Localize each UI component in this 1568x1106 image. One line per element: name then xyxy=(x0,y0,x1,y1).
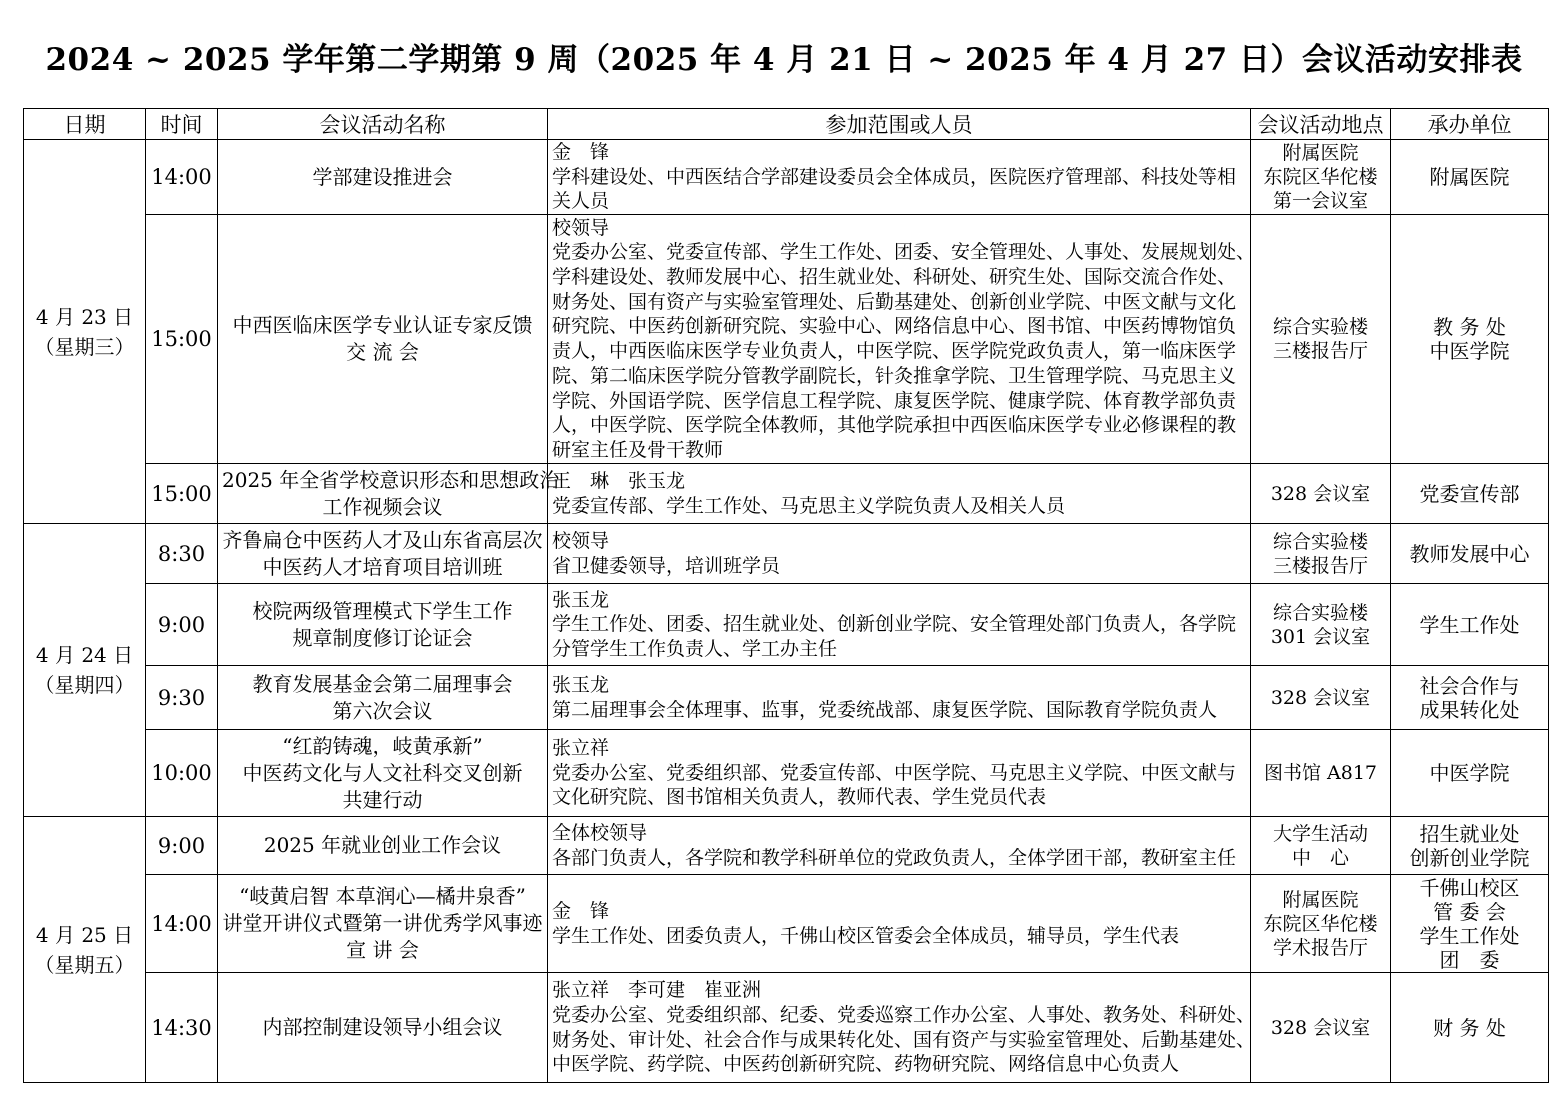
location-line: 第一会议室 xyxy=(1272,190,1368,213)
event-name-line: 中医药文化与人文社科交叉创新 xyxy=(242,760,523,785)
location-cell xyxy=(1251,140,1391,215)
location-line: 学术报告厅 xyxy=(1272,936,1368,959)
event-name-cell xyxy=(218,817,548,875)
event-row xyxy=(24,140,1549,215)
host-unit-line: 学生工作处 xyxy=(1419,612,1520,637)
time-cell: 15:00 xyxy=(146,215,218,464)
participants-line: 院、第二临床医学院分管教学副院长，针灸推拿学院、卫生管理学院、马克思主义 xyxy=(552,364,1237,387)
weekday-label: （星期三） xyxy=(34,334,135,359)
participants-line: 学生工作处、团委负责人，千佛山校区管委会全体成员，辅导员，学生代表 xyxy=(552,924,1180,947)
host-unit-cell xyxy=(1391,730,1549,817)
host-unit-line: 财 务 处 xyxy=(1433,1015,1506,1040)
host-unit-line: 团 委 xyxy=(1439,947,1500,972)
date-cell xyxy=(24,140,146,524)
event-row xyxy=(24,973,1549,1083)
location-cell xyxy=(1251,730,1391,817)
event-row xyxy=(24,584,1549,666)
event-name-cell xyxy=(218,524,548,584)
participants-line: 学科建设处、教师发展中心、招生就业处、科研处、研究生处、国际交流合作处、 xyxy=(552,266,1237,288)
event-name-line: “红韵铸魂，岐黄承新” xyxy=(282,733,483,758)
header-time: 时间 xyxy=(146,109,218,140)
event-row xyxy=(24,215,1549,464)
time-cell: 14:00 xyxy=(146,140,218,215)
event-name-cell xyxy=(218,875,548,973)
host-unit-cell xyxy=(1391,140,1549,215)
location-line: 东院区华佗楼 xyxy=(1263,166,1378,189)
location-line: 中 心 xyxy=(1291,846,1349,869)
participants-line: 学院、外国语学院、医学信息工程学院、康复医学院、健康学院、体育教学部负责 xyxy=(552,389,1237,412)
participants-line: 中医学院、药学院、中医药创新研究院、药物研究院、网络信息中心负责人 xyxy=(552,1053,1180,1076)
event-name-cell xyxy=(218,730,548,817)
header-row xyxy=(24,109,1549,140)
location-cell xyxy=(1251,666,1391,730)
participants-line: 党委办公室、党委组织部、党委宣传部、中医学院、马克思主义学院、中医文献与 xyxy=(552,761,1237,784)
event-name-line: 教育发展基金会第二届理事会 xyxy=(252,671,513,696)
participants-line: 校领导 xyxy=(552,216,610,239)
participants-cell xyxy=(548,973,1256,1083)
page-title: 2024 ~ 2025 学年第二学期第 9 周（2025 年 4 月 21 日 ~ 2025 年 4 月 27 日）会议活动安排表 xyxy=(45,42,1523,78)
participants-cell xyxy=(548,730,1251,817)
participants-cell xyxy=(548,666,1251,730)
host-unit-cell xyxy=(1391,215,1549,464)
event-row xyxy=(24,524,1549,584)
participants-line: 财务处、国有资产与实验室管理处、后勤基建处、创新创业学院、中医文献与文化 xyxy=(552,290,1237,313)
event-name-line: 学部建设推进会 xyxy=(312,164,453,189)
location-line: 三楼报告厅 xyxy=(1272,554,1368,577)
host-unit-cell xyxy=(1391,666,1549,730)
event-name-line: 中西医临床医学专业认证专家反馈 xyxy=(232,313,533,338)
location-cell xyxy=(1251,464,1391,524)
participants-line: 关人员 xyxy=(552,190,610,213)
host-unit-cell xyxy=(1391,973,1549,1083)
participants-cell xyxy=(548,464,1251,524)
participants-cell xyxy=(548,140,1251,215)
host-unit-line: 附属医院 xyxy=(1429,165,1510,190)
location-line: 综合实验楼 xyxy=(1272,316,1368,339)
time-cell: 8:30 xyxy=(146,524,218,584)
location-line: 东院区华佗楼 xyxy=(1263,912,1378,935)
participants-line: 研究院、中医药创新研究院、实验中心、网络信息中心、图书馆、中医药博物馆负 xyxy=(552,315,1237,338)
participants-line: 责人，中西医临床医学专业负责人，中医学院、医学院党政负责人，第一临床医学 xyxy=(552,340,1237,363)
participants-line: 校领导 xyxy=(552,529,610,552)
time-cell: 15:00 xyxy=(146,464,218,524)
event-name-cell xyxy=(218,584,548,666)
host-unit-line: 创新创业学院 xyxy=(1409,845,1530,870)
participants-line: 人，中医学院、医学院全体教师，其他学院承担中西医临床医学专业必修课程的教 xyxy=(552,414,1237,437)
event-name-line: 讲堂开讲仪式暨第一讲优秀学风事迹 xyxy=(222,911,543,936)
participants-cell xyxy=(548,524,1251,584)
location-line: 301 会议室 xyxy=(1270,625,1371,648)
event-row xyxy=(24,464,1549,524)
participants-line: 党委办公室、党委组织部、纪委、党委巡察工作办公室、人事处、教务处、科研处、 xyxy=(552,1003,1256,1026)
participants-line: 张玉龙 xyxy=(552,673,610,696)
weekday-label: （星期四） xyxy=(34,673,135,698)
event-name-line: 2025 年就业创业工作会议 xyxy=(263,833,502,858)
host-unit-line: 教师发展中心 xyxy=(1409,541,1530,566)
event-name-line: 交 流 会 xyxy=(346,340,419,365)
event-name-line: 第六次会议 xyxy=(332,698,433,723)
participants-line: 金 锋 xyxy=(552,899,610,922)
location-cell xyxy=(1251,875,1391,973)
weekday-label: （星期五） xyxy=(34,952,135,977)
event-row xyxy=(24,666,1549,730)
host-unit-cell xyxy=(1391,817,1549,875)
participants-cell xyxy=(548,215,1256,464)
location-cell xyxy=(1251,973,1391,1083)
time-cell: 10:00 xyxy=(146,730,218,817)
participants-line: 张立祥 李可建 崔亚洲 xyxy=(552,979,762,1002)
participants-line: 张立祥 xyxy=(552,737,610,760)
event-row xyxy=(24,730,1549,817)
event-name-line: 2025 年全省学校意识形态和思想政治 xyxy=(222,467,560,492)
participants-line: 研室主任及骨干教师 xyxy=(552,438,724,461)
participants-line: 各部门负责人，各学院和教学科研单位的党政负责人，全体学团干部，教研室主任 xyxy=(552,846,1237,869)
host-unit-line: 招生就业处 xyxy=(1419,821,1520,846)
event-name-line: “岐黄启智 本草润心—橘井泉香” xyxy=(239,884,526,909)
host-unit-cell xyxy=(1391,875,1549,973)
location-line: 综合实验楼 xyxy=(1272,601,1368,624)
location-line: 综合实验楼 xyxy=(1272,530,1368,553)
event-name-cell xyxy=(218,973,548,1083)
header-place: 会议活动地点 xyxy=(1251,109,1391,140)
schedule-table xyxy=(23,108,1549,1083)
event-row xyxy=(24,875,1549,973)
location-cell xyxy=(1251,584,1391,666)
event-name-line: 齐鲁扁仓中医药人才及山东省高层次 xyxy=(222,527,543,552)
location-line: 三楼报告厅 xyxy=(1272,340,1368,363)
participants-cell xyxy=(548,875,1251,973)
participants-line: 文化研究院、图书馆相关负责人，教师代表、学生党员代表 xyxy=(552,786,1047,809)
date-cell xyxy=(24,817,146,1083)
time-cell: 9:30 xyxy=(146,666,218,730)
location-cell xyxy=(1251,215,1391,464)
host-unit-line: 成果转化处 xyxy=(1419,697,1520,722)
participants-cell xyxy=(548,817,1251,875)
location-line: 328 会议室 xyxy=(1270,1016,1371,1039)
location-cell xyxy=(1251,524,1391,584)
time-cell: 14:30 xyxy=(146,973,218,1083)
host-unit-line: 中医学院 xyxy=(1429,339,1510,364)
participants-line: 金 锋 xyxy=(552,141,610,163)
event-name-line: 规章制度修订论证会 xyxy=(292,625,473,650)
event-row xyxy=(24,817,1549,875)
location-line: 328 会议室 xyxy=(1270,686,1371,709)
event-name-line: 宣 讲 会 xyxy=(346,938,419,963)
event-name-cell xyxy=(218,140,548,215)
participants-line: 财务处、审计处、社会合作与成果转化处、国有资产与实验室管理处、后勤基建处、 xyxy=(552,1028,1256,1051)
header-date: 日期 xyxy=(24,109,146,140)
event-name-line: 校院两级管理模式下学生工作 xyxy=(252,598,513,623)
participants-line: 省卫健委领导，培训班学员 xyxy=(552,554,781,577)
date-label: 4 月 23 日 xyxy=(35,304,134,329)
time-cell: 9:00 xyxy=(146,584,218,666)
host-unit-cell xyxy=(1391,584,1549,666)
participants-line: 党委办公室、党委宣传部、学生工作处、团委、安全管理处、人事处、发展规划处、 xyxy=(552,241,1256,264)
location-line: 图书馆 A817 xyxy=(1263,762,1378,785)
participants-line: 全体校领导 xyxy=(552,821,648,844)
location-line: 附属医院 xyxy=(1282,142,1359,165)
location-line: 附属医院 xyxy=(1282,888,1359,911)
host-unit-line: 管 委 会 xyxy=(1433,899,1506,924)
host-unit-cell xyxy=(1391,464,1549,524)
event-name-line: 中医药人才培育项目培训班 xyxy=(262,554,503,579)
header-name: 会议活动名称 xyxy=(218,109,548,140)
participants-line: 党委宣传部、学生工作处、马克思主义学院负责人及相关人员 xyxy=(552,494,1066,517)
event-name-line: 工作视频会议 xyxy=(322,494,443,519)
event-name-line: 共建行动 xyxy=(342,787,423,812)
date-cell xyxy=(24,524,146,817)
location-line: 大学生活动 xyxy=(1272,822,1368,845)
host-unit-line: 学生工作处 xyxy=(1419,923,1520,948)
event-name-cell xyxy=(218,464,560,524)
host-unit-line: 千佛山校区 xyxy=(1419,875,1520,900)
participants-line: 分管学生工作负责人、学工办主任 xyxy=(552,637,838,660)
location-line: 328 会议室 xyxy=(1270,482,1371,505)
participants-line: 学科建设处、中西医结合学部建设委员会全体成员，医院医疗管理部、科技处等相 xyxy=(552,165,1237,188)
location-cell xyxy=(1251,817,1391,875)
host-unit-cell xyxy=(1391,524,1549,584)
participants-line: 张玉龙 xyxy=(552,588,610,611)
participants-line: 王 琳 张玉龙 xyxy=(552,469,686,492)
header-people: 参加范围或人员 xyxy=(548,109,1251,140)
event-name-cell xyxy=(218,215,548,464)
date-label: 4 月 24 日 xyxy=(35,643,134,668)
date-label: 4 月 25 日 xyxy=(35,922,134,947)
time-cell: 14:00 xyxy=(146,875,218,973)
host-unit-line: 党委宣传部 xyxy=(1419,481,1520,506)
time-cell: 9:00 xyxy=(146,817,218,875)
host-unit-line: 中医学院 xyxy=(1429,761,1510,786)
participants-line: 学生工作处、团委、招生就业处、创新创业学院、安全管理处部门负责人，各学院 xyxy=(552,613,1237,636)
event-name-cell xyxy=(218,666,548,730)
participants-cell xyxy=(548,584,1251,666)
participants-line: 第二届理事会全体理事、监事，党委统战部、康复医学院、国际教育学院负责人 xyxy=(552,698,1218,721)
host-unit-line: 教 务 处 xyxy=(1433,315,1506,340)
event-name-line: 内部控制建设领导小组会议 xyxy=(262,1015,503,1040)
host-unit-line: 社会合作与 xyxy=(1419,673,1520,698)
header-host: 承办单位 xyxy=(1391,109,1549,140)
